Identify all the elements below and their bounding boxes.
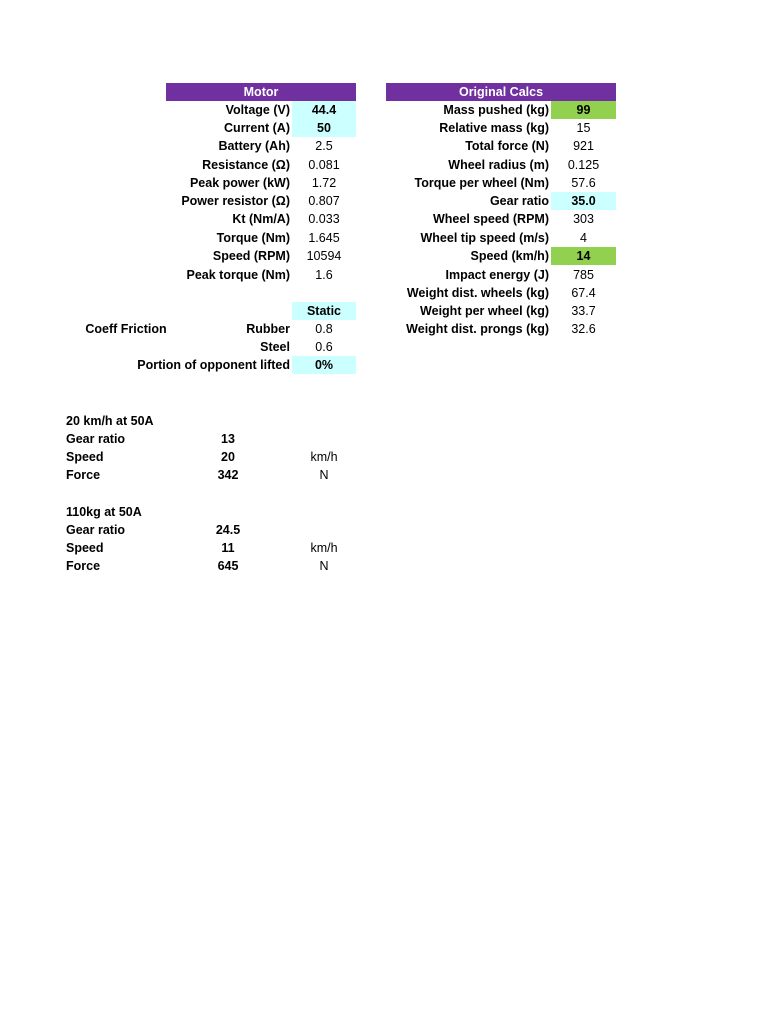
scenario2-speed-value[interactable]: 11	[221, 541, 235, 555]
oc-gear-ratio-value[interactable]: 35.0	[551, 192, 616, 210]
motor-power-resistor-value[interactable]: 0.807	[308, 194, 340, 208]
motor-peak-torque-value[interactable]: 1.6	[315, 268, 333, 282]
oc-torque-per-wheel-label[interactable]: Torque per wheel (Nm)	[414, 176, 549, 190]
oc-weight-dist-prongs-value[interactable]: 32.6	[571, 322, 596, 336]
friction-static-header[interactable]: Static	[292, 302, 356, 320]
motor-peak-power-label[interactable]: Peak power (kW)	[189, 176, 290, 190]
scenario2-gear-ratio-label[interactable]: Gear ratio	[66, 523, 126, 537]
scenario1-speed-value[interactable]: 20	[221, 450, 235, 464]
oc-speed-label[interactable]: Speed (km/h)	[470, 249, 549, 263]
scenario1-force-value[interactable]: 342	[217, 468, 239, 482]
oc-weight-per-wheel-label[interactable]: Weight per wheel (kg)	[420, 304, 549, 318]
scenario1-force-unit[interactable]: N	[319, 468, 329, 482]
scenario1-gear-ratio-value[interactable]: 13	[221, 432, 235, 446]
friction-steel-label[interactable]: Steel	[260, 340, 290, 354]
oc-total-force-label[interactable]: Total force (N)	[465, 139, 549, 153]
oc-weight-per-wheel-value[interactable]: 33.7	[571, 304, 596, 318]
motor-peak-power-value[interactable]: 1.72	[311, 176, 337, 190]
motor-battery-label[interactable]: Battery (Ah)	[218, 139, 290, 153]
motor-voltage-value[interactable]: 44.4	[292, 101, 356, 119]
oc-wheel-tip-speed-value[interactable]: 4	[580, 231, 587, 245]
oc-torque-per-wheel-value[interactable]: 57.6	[571, 176, 596, 190]
friction-steel-value[interactable]: 0.6	[315, 340, 333, 354]
scenario1-gear-ratio-label[interactable]: Gear ratio	[66, 432, 126, 446]
motor-kt-label[interactable]: Kt (Nm/A)	[232, 212, 290, 226]
friction-rubber-value[interactable]: 0.8	[315, 322, 333, 336]
oc-mass-pushed-label[interactable]: Mass pushed (kg)	[443, 103, 549, 117]
friction-portion-label[interactable]: Portion of opponent lifted	[137, 358, 290, 372]
oc-relative-mass-label[interactable]: Relative mass (kg)	[439, 121, 549, 135]
scenario1-speed-unit[interactable]: km/h	[310, 450, 338, 464]
oc-weight-dist-wheels-label[interactable]: Weight dist. wheels (kg)	[406, 286, 549, 300]
motor-kt-value[interactable]: 0.033	[308, 212, 340, 226]
friction-coeff-label[interactable]: Coeff Friction	[85, 322, 167, 336]
oc-wheel-speed-value[interactable]: 303	[573, 212, 594, 226]
oc-wheel-radius-label[interactable]: Wheel radius (m)	[448, 158, 549, 172]
scenario1-speed-label[interactable]: Speed	[66, 450, 104, 464]
oc-wheel-speed-label[interactable]: Wheel speed (RPM)	[433, 212, 549, 226]
oc-relative-mass-value[interactable]: 15	[576, 121, 591, 135]
scenario1-force-label[interactable]: Force	[66, 468, 101, 482]
oc-wheel-tip-speed-label[interactable]: Wheel tip speed (m/s)	[420, 231, 549, 245]
oc-total-force-value[interactable]: 921	[573, 139, 594, 153]
scenario2-speed-label[interactable]: Speed	[66, 541, 104, 555]
motor-speed-value[interactable]: 10594	[306, 249, 342, 263]
scenario2-title[interactable]: 110kg at 50A	[66, 505, 142, 519]
scenario1-title[interactable]: 20 km/h at 50A	[66, 414, 154, 428]
friction-portion-value[interactable]: 0%	[292, 356, 356, 374]
oc-mass-pushed-value[interactable]: 99	[551, 101, 616, 119]
motor-peak-torque-label[interactable]: Peak torque (Nm)	[186, 268, 290, 282]
motor-current-value[interactable]: 50	[292, 119, 356, 137]
oc-impact-energy-label[interactable]: Impact energy (J)	[445, 268, 549, 282]
oc-gear-ratio-label[interactable]: Gear ratio	[489, 194, 549, 208]
oc-weight-dist-wheels-value[interactable]: 67.4	[571, 286, 596, 300]
oc-speed-value[interactable]: 14	[551, 247, 616, 265]
original-calcs-header[interactable]: Original Calcs	[386, 83, 616, 101]
motor-torque-value[interactable]: 1.645	[308, 231, 340, 245]
motor-resistance-value[interactable]: 0.081	[308, 158, 340, 172]
motor-battery-value[interactable]: 2.5	[315, 139, 333, 153]
motor-torque-label[interactable]: Torque (Nm)	[216, 231, 290, 245]
oc-wheel-radius-value[interactable]: 0.125	[567, 158, 600, 172]
friction-rubber-label[interactable]: Rubber	[246, 322, 290, 336]
scenario2-speed-unit[interactable]: km/h	[310, 541, 338, 555]
motor-voltage-label[interactable]: Voltage (V)	[225, 103, 290, 117]
motor-resistance-label[interactable]: Resistance (Ω)	[202, 158, 290, 172]
oc-impact-energy-value[interactable]: 785	[573, 268, 594, 282]
scenario2-gear-ratio-value[interactable]: 24.5	[215, 523, 241, 537]
scenario2-force-value[interactable]: 645	[217, 559, 239, 573]
oc-weight-dist-prongs-label[interactable]: Weight dist. prongs (kg)	[406, 322, 549, 336]
motor-power-resistor-label[interactable]: Power resistor (Ω)	[181, 194, 290, 208]
motor-current-label[interactable]: Current (A)	[224, 121, 290, 135]
motor-speed-label[interactable]: Speed (RPM)	[212, 249, 290, 263]
scenario2-force-label[interactable]: Force	[66, 559, 101, 573]
motor-header[interactable]: Motor	[166, 83, 356, 101]
scenario2-force-unit[interactable]: N	[319, 559, 329, 573]
